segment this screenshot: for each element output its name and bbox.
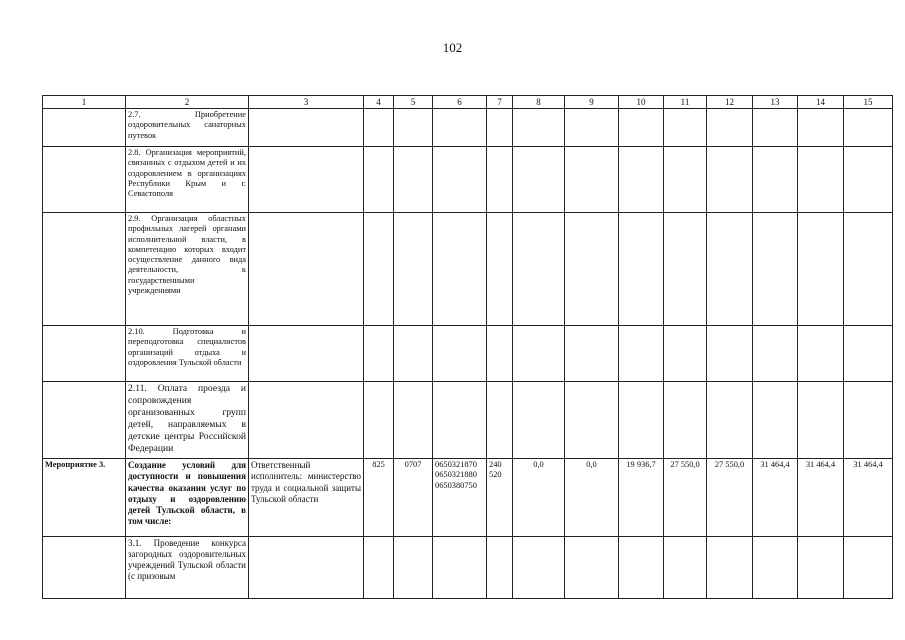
cell-col-10 xyxy=(619,537,664,599)
cell-col-10 xyxy=(619,147,664,213)
cell-col-9 xyxy=(565,109,619,147)
cell-col-2: 2.11. Оплата проезда и сопровождения организованных групп детей, направляемых в детские центры Российской Федерации xyxy=(126,382,249,459)
cell-col-13 xyxy=(753,537,798,599)
cell-col-11 xyxy=(664,109,707,147)
cell-col-14 xyxy=(798,147,844,213)
cell-col-9 xyxy=(565,213,619,326)
cell-col-13 xyxy=(753,213,798,326)
cell-col-15 xyxy=(844,382,893,459)
cell-col-13 xyxy=(753,147,798,213)
cell-col-11 xyxy=(664,213,707,326)
cell-col-4 xyxy=(364,213,394,326)
header-col-10: 10 xyxy=(619,96,664,109)
cell-col-12: 27 550,0 xyxy=(707,459,753,537)
cell-col-8 xyxy=(513,382,565,459)
cell-col-3: Ответственный исполнитель: министерство труда и социальной защиты Тульской области xyxy=(249,459,364,537)
cell-col-15 xyxy=(844,147,893,213)
cell-col-1: Мероприятие 3. xyxy=(43,459,126,537)
cell-col-5 xyxy=(394,147,433,213)
cell-col-3 xyxy=(249,147,364,213)
cell-col-12 xyxy=(707,382,753,459)
cell-col-8: 0,0 xyxy=(513,459,565,537)
header-col-11: 11 xyxy=(664,96,707,109)
cell-col-5 xyxy=(394,326,433,382)
cell-col-4 xyxy=(364,326,394,382)
cell-col-3 xyxy=(249,537,364,599)
cell-col-8 xyxy=(513,213,565,326)
cell-col-7 xyxy=(487,326,513,382)
cell-col-6 xyxy=(433,382,487,459)
cell-col-1 xyxy=(43,382,126,459)
cell-col-2: Создание условий для доступности и повышения качества оказания услуг по отдыху и оздоровлению детей Тульской области, в том числе: xyxy=(126,459,249,537)
cell-col-1 xyxy=(43,109,126,147)
cell-col-9 xyxy=(565,147,619,213)
cell-col-10 xyxy=(619,109,664,147)
cell-col-13: 31 464,4 xyxy=(753,459,798,537)
cell-col-5 xyxy=(394,537,433,599)
cell-col-9: 0,0 xyxy=(565,459,619,537)
cell-col-15 xyxy=(844,537,893,599)
cell-col-7 xyxy=(487,109,513,147)
cell-col-2: 3.1. Проведение конкурса загородных оздоровительных учреждений Тульской области (с призовым xyxy=(126,537,249,599)
cell-col-3 xyxy=(249,213,364,326)
header-col-9: 9 xyxy=(565,96,619,109)
cell-col-13 xyxy=(753,109,798,147)
cell-col-9 xyxy=(565,326,619,382)
cell-col-8 xyxy=(513,537,565,599)
program-table xyxy=(42,95,893,599)
cell-col-2: 2.7. Приобретение оздоровительных санаторных путевок xyxy=(126,109,249,147)
cell-col-11 xyxy=(664,147,707,213)
page-number: 102 xyxy=(442,40,463,55)
header-col-6: 6 xyxy=(433,96,487,109)
cell-col-5: 0707 xyxy=(394,459,433,537)
table-row xyxy=(43,537,893,599)
cell-col-10 xyxy=(619,382,664,459)
header-col-2: 2 xyxy=(126,96,249,109)
cell-col-15 xyxy=(844,326,893,382)
cell-col-4: 825 xyxy=(364,459,394,537)
cell-col-11 xyxy=(664,537,707,599)
cell-col-4 xyxy=(364,537,394,599)
cell-col-14: 31 464,4 xyxy=(798,459,844,537)
header-col-15: 15 xyxy=(844,96,893,109)
table-row xyxy=(43,382,893,459)
cell-col-10 xyxy=(619,326,664,382)
cell-col-11 xyxy=(664,382,707,459)
cell-col-6: 0650321870 0650321880 0650380750 xyxy=(433,459,487,537)
cell-col-11: 27 550,0 xyxy=(664,459,707,537)
cell-col-14 xyxy=(798,382,844,459)
header-col-1: 1 xyxy=(43,96,126,109)
cell-col-2: 2.10. Подготовка и переподготовка специалистов организаций отдыха и оздоровления Тульской области xyxy=(126,326,249,382)
cell-col-3 xyxy=(249,109,364,147)
header-col-3: 3 xyxy=(249,96,364,109)
cell-col-15: 31 464,4 xyxy=(844,459,893,537)
cell-col-12 xyxy=(707,147,753,213)
cell-col-7 xyxy=(487,213,513,326)
cell-col-13 xyxy=(753,382,798,459)
cell-col-7 xyxy=(487,382,513,459)
cell-col-1 xyxy=(43,326,126,382)
cell-col-14 xyxy=(798,213,844,326)
cell-col-8 xyxy=(513,109,565,147)
cell-col-12 xyxy=(707,326,753,382)
cell-col-5 xyxy=(394,382,433,459)
cell-col-8 xyxy=(513,326,565,382)
cell-col-6 xyxy=(433,326,487,382)
cell-col-7: 240 520 xyxy=(487,459,513,537)
cell-col-6 xyxy=(433,147,487,213)
header-row xyxy=(43,96,893,109)
header-col-5: 5 xyxy=(394,96,433,109)
cell-col-2: 2.8. Организация мероприятий, связанных с отдыхом детей и их оздоровлением в организациях Республики Крым и г. Севастополя xyxy=(126,147,249,213)
cell-col-15 xyxy=(844,213,893,326)
cell-col-14 xyxy=(798,326,844,382)
table-row xyxy=(43,326,893,382)
cell-col-9 xyxy=(565,382,619,459)
cell-col-10: 19 936,7 xyxy=(619,459,664,537)
header-col-13: 13 xyxy=(753,96,798,109)
cell-col-12 xyxy=(707,537,753,599)
cell-col-6 xyxy=(433,213,487,326)
cell-col-10 xyxy=(619,213,664,326)
cell-col-6 xyxy=(433,537,487,599)
cell-col-13 xyxy=(753,326,798,382)
table-row xyxy=(43,459,893,537)
cell-col-4 xyxy=(364,382,394,459)
cell-col-8 xyxy=(513,147,565,213)
table-row xyxy=(43,213,893,326)
header-col-12: 12 xyxy=(707,96,753,109)
cell-col-5 xyxy=(394,109,433,147)
cell-col-12 xyxy=(707,109,753,147)
cell-col-14 xyxy=(798,537,844,599)
cell-col-14 xyxy=(798,109,844,147)
header-col-14: 14 xyxy=(798,96,844,109)
cell-col-2: 2.9. Организация областных профильных лагерей органами исполнительной власти, в компетенцию которых входит осуществление данного вида деятельности, к государственными учреждениями xyxy=(126,213,249,326)
cell-col-7 xyxy=(487,147,513,213)
cell-col-3 xyxy=(249,326,364,382)
cell-col-4 xyxy=(364,109,394,147)
cell-col-6 xyxy=(433,109,487,147)
cell-col-9 xyxy=(565,537,619,599)
cell-col-5 xyxy=(394,213,433,326)
cell-col-7 xyxy=(487,537,513,599)
table-row xyxy=(43,147,893,213)
header-col-7: 7 xyxy=(487,96,513,109)
cell-col-1 xyxy=(43,147,126,213)
cell-col-4 xyxy=(364,147,394,213)
header-col-8: 8 xyxy=(513,96,565,109)
header-col-4: 4 xyxy=(364,96,394,109)
cell-col-15 xyxy=(844,109,893,147)
cell-col-11 xyxy=(664,326,707,382)
cell-col-1 xyxy=(43,537,126,599)
cell-col-12 xyxy=(707,213,753,326)
table-row xyxy=(43,109,893,147)
cell-col-3 xyxy=(249,382,364,459)
cell-col-1 xyxy=(43,213,126,326)
